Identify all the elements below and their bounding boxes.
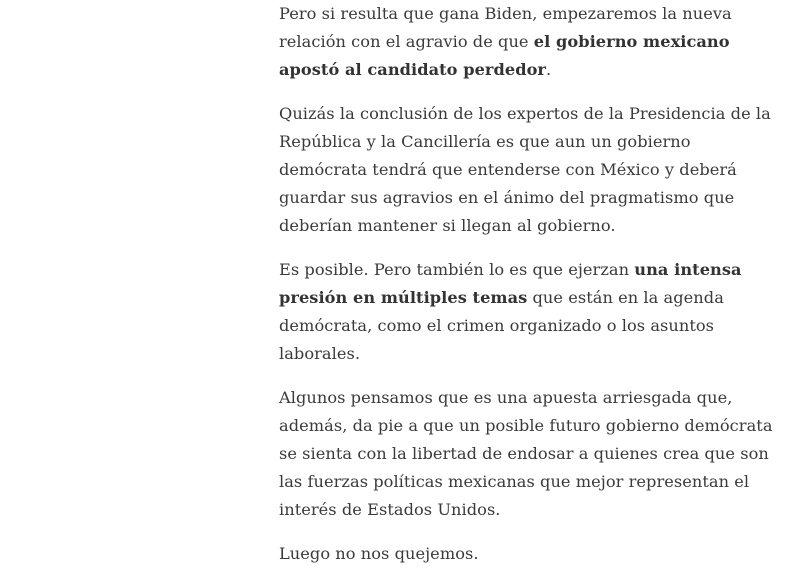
paragraph-4: Algunos pensamos que es una apuesta arriesgada que, además, da pie a que un posible futuro gobierno demócrata se sienta con la libertad de endosar a quienes crea que son las fuerzas políticas mexicanas que mejor representan el interés de Estados Unidos.	[279, 388, 773, 519]
paragraph-3-text-b: que están en la agenda demócrata, como el crimen organizado o los asuntos laborales.	[279, 288, 724, 363]
paragraph-1-text-a: Pero si resulta que gana Biden, empezaremos la nueva relación con el agravio de que	[279, 4, 732, 51]
paragraph-3	[279, 256, 779, 368]
paragraph-1-bold: el gobierno mexicano apostó al candidato perdedor	[279, 32, 730, 79]
paragraph-1	[279, 0, 779, 84]
paragraph-1-text-b: .	[546, 60, 552, 79]
paragraph-3-bold: una intensa presión en múltiples temas	[279, 260, 742, 307]
paragraph-2: Quizás la conclusión de los expertos de la Presidencia de la República y la Cancillería es que aun un gobierno demócrata tendrá que entenderse con México y deberá guardar sus agravios en el ánimo del pragmatismo que deberían mantener si llegan al gobierno.	[279, 104, 771, 235]
paragraph-3-text-a: Es posible. Pero también lo es que ejerzan	[279, 260, 635, 279]
paragraph-5: Luego no nos quejemos.	[279, 544, 479, 563]
article-body	[279, 0, 779, 584]
